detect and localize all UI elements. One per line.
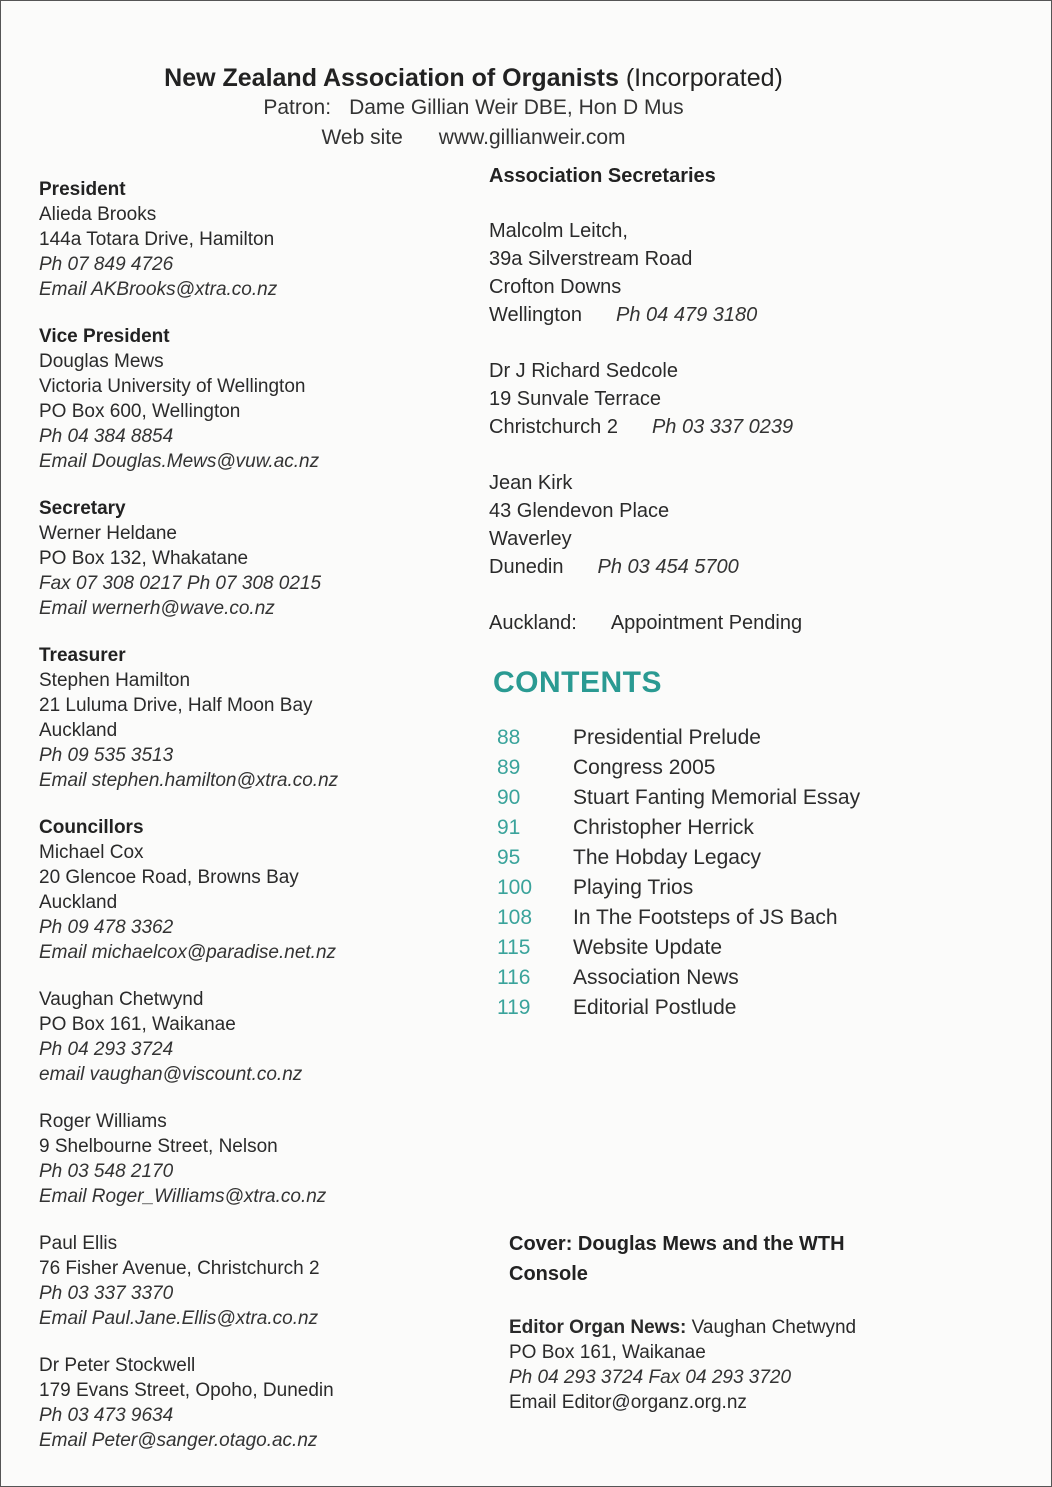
- officer-block: [39, 643, 459, 793]
- secretary-line: Malcolm Leitch,: [489, 220, 628, 242]
- secretary-line: Waverley: [489, 528, 572, 550]
- organisation-name: New Zealand Association of Organists: [164, 64, 619, 92]
- right-column: [489, 161, 1009, 1023]
- officer-line: Paul Ellis: [39, 1233, 118, 1254]
- website-label: Web site: [321, 126, 403, 149]
- officer-line: Email Douglas.Mews@vuw.ac.nz: [39, 451, 320, 472]
- contents-page-number: 108: [497, 906, 533, 929]
- contents-item-title: In The Footsteps of JS Bach: [573, 906, 838, 929]
- officer-block: [39, 177, 459, 302]
- officer-role: Secretary: [39, 498, 126, 519]
- contents-item-title: Association News: [573, 966, 739, 989]
- officer-line: 76 Fisher Avenue, Christchurch 2: [39, 1258, 320, 1279]
- officer-line: Email Roger_Williams@xtra.co.nz: [39, 1186, 327, 1207]
- officer-block: [39, 1353, 459, 1453]
- secretary-phone: Ph 03 337 0239: [651, 416, 794, 438]
- secretary-city-phone: [489, 413, 1009, 441]
- officer-line: Auckland: [39, 892, 118, 913]
- secretary-line: 39a Silverstream Road: [489, 248, 693, 270]
- officer-block: [39, 324, 459, 474]
- contents-item-title: Christopher Herrick: [573, 816, 754, 839]
- contents-item: [489, 993, 1009, 1023]
- contents-item: [489, 783, 1009, 813]
- contents-item-title: Website Update: [573, 936, 723, 959]
- officer-line: Vaughan Chetwynd: [39, 989, 204, 1010]
- officer-line: Ph 09 535 3513: [39, 745, 174, 766]
- contents-item: [489, 843, 1009, 873]
- editor-phones: Ph 04 293 3724 Fax 04 293 3720: [509, 1367, 792, 1388]
- contents-page-number: 88: [497, 726, 521, 749]
- officer-line: Email AKBrooks@xtra.co.nz: [39, 279, 278, 300]
- secretary-line: Dr J Richard Sedcole: [489, 360, 678, 382]
- contents-list: [489, 723, 1009, 1023]
- secretary-city: Dunedin: [489, 556, 564, 578]
- officer-line: Ph 09 478 3362: [39, 917, 174, 938]
- officer-role: Vice President: [39, 326, 170, 347]
- page-header: [1, 63, 946, 153]
- contents-item: [489, 933, 1009, 963]
- contents-item: [489, 723, 1009, 753]
- patron-value: Dame Gillian Weir DBE, Hon D Mus: [349, 96, 684, 119]
- website-line: [1, 123, 946, 153]
- officer-line: 9 Shelbourne Street, Nelson: [39, 1136, 278, 1157]
- officer-line: Werner Heldane: [39, 523, 178, 544]
- officer-line: Email wernerh@wave.co.nz: [39, 598, 275, 619]
- officer-line: Email Peter@sanger.otago.ac.nz: [39, 1430, 318, 1451]
- officer-line: Ph 07 849 4726: [39, 254, 174, 275]
- auckland-value: Appointment Pending: [610, 612, 803, 634]
- editor-email: Email Editor@organz.org.nz: [509, 1392, 747, 1413]
- contents-title: CONTENTS: [493, 666, 662, 699]
- secretaries-heading: Association Secretaries: [489, 165, 716, 187]
- officer-block: [39, 1231, 459, 1331]
- officer-line: Fax 07 308 0217 Ph 07 308 0215: [39, 573, 322, 594]
- officer-line: Roger Williams: [39, 1111, 167, 1132]
- contents-page-number: 91: [497, 816, 521, 839]
- contents-item-title: Playing Trios: [573, 876, 694, 899]
- contents-page-number: 95: [497, 846, 521, 869]
- contents-item: [489, 813, 1009, 843]
- secretary-line: Crofton Downs: [489, 276, 622, 298]
- officer-line: Email michaelcox@paradise.net.nz: [39, 942, 337, 963]
- officer-role: Treasurer: [39, 645, 126, 666]
- officer-line: Alieda Brooks: [39, 204, 157, 225]
- officer-line: Ph 03 473 9634: [39, 1405, 174, 1426]
- secretary-city: Wellington: [489, 304, 583, 326]
- contents-item: [489, 873, 1009, 903]
- contents-page-number: 90: [497, 786, 521, 809]
- editor-address: PO Box 161, Waikanae: [509, 1342, 706, 1363]
- officer-line: Ph 04 384 8854: [39, 426, 174, 447]
- patron-label: Patron:: [263, 96, 332, 119]
- officer-line: Ph 03 548 2170: [39, 1161, 174, 1182]
- contents-item: [489, 903, 1009, 933]
- website-value: www.gillianweir.com: [438, 126, 626, 149]
- cover-caption: [509, 1229, 979, 1289]
- secretary-phone: Ph 03 454 5700: [597, 556, 739, 578]
- editor-heading-line: [509, 1315, 979, 1340]
- patron-line: [1, 93, 946, 123]
- editor-name: Vaughan Chetwynd: [691, 1317, 857, 1338]
- officer-line: Ph 04 293 3724: [39, 1039, 174, 1060]
- contents-page-number: 115: [497, 936, 531, 959]
- officer-line: Ph 03 337 3370: [39, 1283, 174, 1304]
- officer-line: Dr Peter Stockwell: [39, 1355, 196, 1376]
- contents-page-number: 116: [497, 966, 531, 989]
- contents-page-number: 89: [497, 756, 521, 779]
- officer-line: 21 Luluma Drive, Half Moon Bay: [39, 695, 313, 716]
- cover-line-1: Cover: Douglas Mews and the WTH: [509, 1233, 845, 1255]
- contents-item-title: Congress 2005: [573, 756, 716, 779]
- organisation-suffix: (Incorporated): [625, 64, 783, 92]
- officer-line: PO Box 600, Wellington: [39, 401, 241, 422]
- officer-line: Email Paul.Jane.Ellis@xtra.co.nz: [39, 1308, 319, 1329]
- organisation-title: [1, 63, 946, 93]
- officer-line: email vaughan@viscount.co.nz: [39, 1064, 303, 1085]
- contents-page-number: 100: [497, 876, 533, 899]
- officer-line: 20 Glencoe Road, Browns Bay: [39, 867, 299, 888]
- contents-item: [489, 753, 1009, 783]
- auckland-line: [489, 609, 1009, 637]
- officer-line: 179 Evans Street, Opoho, Dunedin: [39, 1380, 334, 1401]
- officer-line: Stephen Hamilton: [39, 670, 191, 691]
- officer-line: Email stephen.hamilton@xtra.co.nz: [39, 770, 339, 791]
- editor-label: Editor Organ News:: [509, 1317, 687, 1338]
- officers-column: [39, 177, 459, 1475]
- cover-editor-block: [509, 1229, 979, 1415]
- cover-line-2: Console: [509, 1263, 588, 1285]
- secretary-line: 19 Sunvale Terrace: [489, 388, 661, 410]
- contents-item: [489, 963, 1009, 993]
- contents-item-title: Editorial Postlude: [573, 996, 737, 1019]
- officer-line: Douglas Mews: [39, 351, 164, 372]
- officer-role: President: [39, 179, 126, 200]
- officer-line: Michael Cox: [39, 842, 144, 863]
- contents-item-title: Stuart Fanting Memorial Essay: [573, 786, 861, 809]
- contents-item-title: Presidential Prelude: [573, 726, 761, 749]
- officer-line: Victoria University of Wellington: [39, 376, 306, 397]
- contents-page-number: 119: [497, 996, 531, 1019]
- officer-block: [39, 987, 459, 1087]
- secretary-block: [489, 217, 1009, 329]
- officer-block: [39, 496, 459, 621]
- officer-line: 144a Totara Drive, Hamilton: [39, 229, 275, 250]
- secretary-block: [489, 357, 1009, 441]
- officer-line: PO Box 132, Whakatane: [39, 548, 249, 569]
- secretary-phone: Ph 04 479 3180: [616, 304, 758, 326]
- officer-line: Auckland: [39, 720, 118, 741]
- contents-item-title: The Hobday Legacy: [573, 846, 761, 869]
- officer-block: [39, 815, 459, 965]
- officer-role: Councillors: [39, 817, 144, 838]
- secretaries-list: [489, 217, 1009, 581]
- officer-block: [39, 1109, 459, 1209]
- secretary-block: [489, 469, 1009, 581]
- secretary-city-phone: [489, 301, 1009, 329]
- secretary-city: Christchurch 2: [489, 416, 618, 438]
- auckland-label: Auckland:: [489, 612, 577, 634]
- officer-line: PO Box 161, Waikanae: [39, 1014, 236, 1035]
- secretary-line: 43 Glendevon Place: [489, 500, 670, 522]
- secretary-line: Jean Kirk: [489, 472, 573, 494]
- secretary-city-phone: [489, 553, 1009, 581]
